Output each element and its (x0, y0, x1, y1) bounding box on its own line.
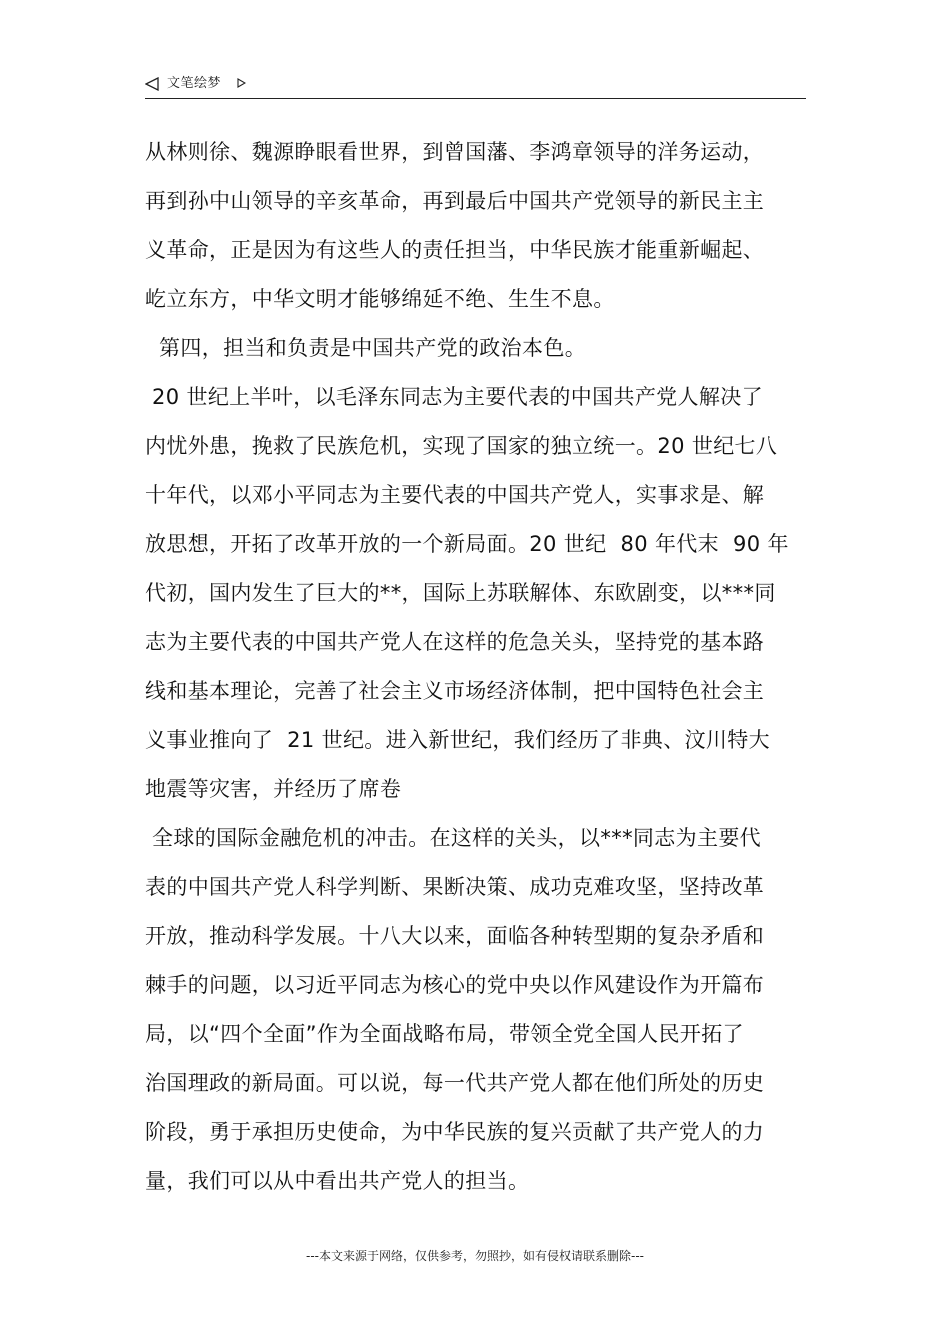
text-line: 地震等灾害，并经历了席卷 (145, 777, 402, 801)
text-line: 20 世纪上半叶，以毛泽东同志为主要代表的中国共产党人解决了 (145, 385, 763, 409)
document-body (145, 128, 815, 1206)
triangle-right-icon (237, 78, 246, 88)
text-line: 志为主要代表的中国共产党人在这样的危急关头，坚持党的基本路 (145, 630, 765, 654)
text-line: 全球的国际金融危机的冲击。在这样的关头，以***同志为主要代 (145, 826, 762, 850)
text-line: 义革命，正是因为有这些人的责任担当，中华民族才能重新崛起、 (145, 238, 765, 262)
text-line: 治国理政的新局面。可以说，每一代共产党人都在他们所处的历史 (145, 1071, 765, 1095)
footer-notice: ---本文来源于网络，仅供参考，勿照抄，如有侵权请联系删除--- (306, 1249, 644, 1263)
page-header (145, 74, 806, 99)
text-line: 屹立东方，中华文明才能够绵延不绝、生生不息。 (145, 287, 615, 311)
text-line: 开放，推动科学发展。十八大以来，面临各种转型期的复杂矛盾和 (145, 924, 765, 948)
text-line: 义事业推向了 21 世纪。进入新世纪，我们经历了非典、汶川特大 (145, 728, 770, 752)
text-line: 放思想，开拓了改革开放的一个新局面。20 世纪 80 年代末 90 年 (145, 532, 789, 556)
text-line: 局，以“四个全面”作为全面战略布局，带领全党全国人民开拓了 (145, 1022, 744, 1046)
text-line: 代初，国内发生了巨大的**，国际上苏联解体、东欧剧变，以***同 (145, 581, 776, 605)
triangle-left-icon (145, 77, 159, 91)
text-line: 内忧外患，挽救了民族危机，实现了国家的独立统一。20 世纪七八 (145, 434, 778, 458)
section-heading: 第四，担当和负责是中国共产党的政治本色。 (145, 336, 587, 360)
text-line: 棘手的问题，以习近平同志为核心的党中央以作风建设作为开篇布 (145, 973, 765, 997)
text-line: 量，我们可以从中看出共产党人的担当。 (145, 1169, 530, 1193)
text-line: 再到孙中山领导的辛亥革命，再到最后中国共产党领导的新民主主 (145, 189, 765, 213)
text-line: 线和基本理论，完善了社会主义市场经济体制，把中国特色社会主 (145, 679, 765, 703)
text-line: 从林则徐、魏源睁眼看世界，到曾国藩、李鸿章领导的洋务运动， (145, 140, 765, 164)
text-line: 阶段，勇于承担历史使命，为中华民族的复兴贡献了共产党人的力 (145, 1120, 765, 1144)
text-line: 表的中国共产党人科学判断、果断决策、成功克难攻坚，坚持改革 (145, 875, 765, 899)
brand-name: 文笔绘梦 (167, 76, 222, 91)
text-line: 十年代，以邓小平同志为主要代表的中国共产党人，实事求是、解 (145, 483, 765, 507)
